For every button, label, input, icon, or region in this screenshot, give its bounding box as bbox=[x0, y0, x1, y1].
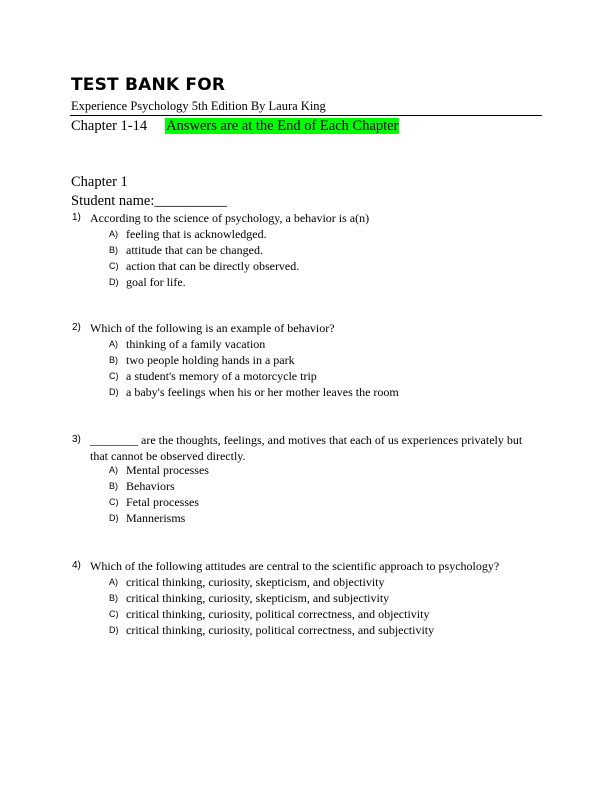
option-text: goal for life. bbox=[126, 275, 186, 289]
answer-option bbox=[109, 606, 529, 622]
option-letter: B) bbox=[109, 355, 118, 365]
chapter-range: Chapter 1-14 bbox=[71, 118, 148, 134]
question-number: 1) bbox=[72, 212, 81, 223]
option-text: a student's memory of a motorcycle trip bbox=[126, 369, 317, 383]
option-letter: A) bbox=[109, 339, 118, 349]
chapter-heading: Chapter 1 bbox=[71, 174, 128, 190]
option-text: critical thinking, curiosity, skepticism, and subjectivity bbox=[126, 591, 390, 605]
page-title: TEST BANK FOR bbox=[71, 75, 226, 95]
answer-option bbox=[109, 462, 529, 478]
option-text: Fetal processes bbox=[126, 495, 199, 509]
option-text: Mannerisms bbox=[126, 511, 186, 525]
option-text: feeling that is acknowledged. bbox=[126, 227, 267, 241]
option-text: critical thinking, curiosity, political correctness, and subjectivity bbox=[126, 623, 435, 637]
option-text: attitude that can be changed. bbox=[126, 243, 263, 257]
option-letter: C) bbox=[109, 261, 119, 271]
answer-option bbox=[109, 590, 529, 606]
answer-option bbox=[109, 274, 529, 290]
question-text: According to the science of psychology, a behavior is a(n) bbox=[90, 211, 370, 225]
answer-option bbox=[109, 510, 529, 526]
option-letter: B) bbox=[109, 245, 118, 255]
option-letter: B) bbox=[109, 481, 118, 491]
option-letter: A) bbox=[109, 465, 118, 475]
answer-option bbox=[109, 242, 529, 258]
option-letter: D) bbox=[109, 513, 119, 523]
option-text: two people holding hands in a park bbox=[126, 353, 295, 367]
option-text: a baby's feelings when his or her mother leaves the room bbox=[126, 385, 399, 399]
answer-option bbox=[109, 574, 529, 590]
answers-note-highlight: Answers are at the End of Each Chapter bbox=[166, 118, 399, 134]
option-letter: A) bbox=[109, 577, 118, 587]
answer-option bbox=[109, 384, 529, 400]
option-letter: C) bbox=[109, 371, 119, 381]
option-letter: D) bbox=[109, 277, 119, 287]
chapter-range-line bbox=[71, 118, 399, 135]
option-letter: C) bbox=[109, 497, 119, 507]
option-text: critical thinking, curiosity, political correctness, and objectivity bbox=[126, 607, 430, 621]
answer-option bbox=[109, 258, 529, 274]
answer-option bbox=[109, 368, 529, 384]
option-letter: A) bbox=[109, 229, 118, 239]
option-letter: D) bbox=[109, 625, 119, 635]
header-divider bbox=[70, 115, 542, 116]
answer-option bbox=[109, 494, 529, 510]
book-subtitle: Experience Psychology 5th Edition By Laura King bbox=[71, 99, 326, 113]
option-text: action that can be directly observed. bbox=[126, 259, 300, 273]
answer-option bbox=[109, 478, 529, 494]
question-text: ________ are the thoughts, feelings, and motives that each of us experiences privately but that cannot be observed directly. bbox=[90, 433, 523, 463]
question-number: 3) bbox=[72, 434, 81, 445]
answer-option bbox=[109, 622, 529, 638]
answer-option bbox=[109, 352, 529, 368]
question-text: Which of the following is an example of behavior? bbox=[90, 321, 335, 335]
option-text: Mental processes bbox=[126, 463, 209, 477]
answer-option bbox=[109, 226, 529, 242]
option-letter: C) bbox=[109, 609, 119, 619]
answer-option bbox=[109, 336, 529, 352]
option-text: critical thinking, curiosity, skepticism, and objectivity bbox=[126, 575, 385, 589]
option-letter: D) bbox=[109, 387, 119, 397]
option-text: thinking of a family vacation bbox=[126, 337, 266, 351]
question-number: 2) bbox=[72, 322, 81, 333]
option-text: Behaviors bbox=[126, 479, 175, 493]
option-letter: B) bbox=[109, 593, 118, 603]
student-name-field: Student name:__________ bbox=[71, 193, 227, 209]
question-number: 4) bbox=[72, 560, 81, 571]
question-text: Which of the following attitudes are central to the scientific approach to psychology? bbox=[90, 559, 500, 573]
